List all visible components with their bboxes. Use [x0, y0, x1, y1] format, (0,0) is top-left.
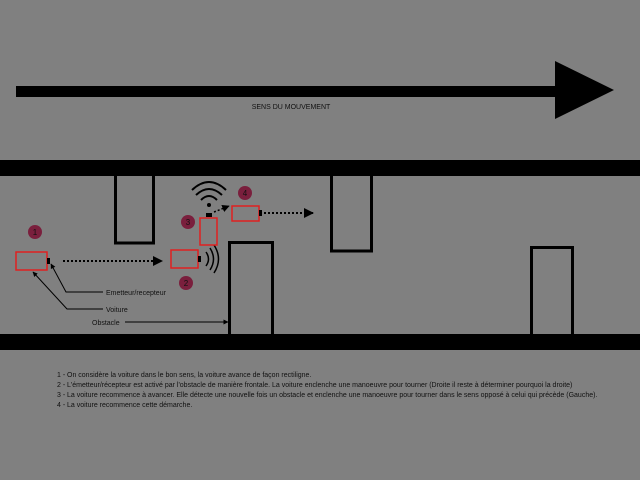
sensor	[206, 213, 212, 217]
obstacle-bottom-1	[230, 243, 273, 336]
car-body	[16, 252, 47, 270]
signal-wave-icon	[210, 248, 214, 270]
car-step-3	[200, 213, 217, 245]
signal-wave-icon	[206, 252, 209, 266]
car-step-1	[16, 252, 50, 270]
car-step-4	[232, 206, 262, 221]
step-marker-3	[181, 215, 195, 229]
car-body	[171, 250, 198, 268]
obstacle-top-1	[116, 174, 154, 243]
note-item: 2 - L'émetteur/récepteur est activé par l'obstacle de manière frontale. La voiture enclenche une manoeuvre pour tourner (Droite il reste à déterminer pourquoi la droite)	[57, 382, 573, 389]
sensor	[47, 258, 50, 264]
signal-wave-icon	[214, 245, 219, 273]
svg-text:1: 1	[32, 228, 38, 237]
svg-text:4: 4	[242, 189, 248, 198]
direction-arrow-shaft	[16, 86, 561, 97]
direction-label: SENS DU MOUVEMENT	[251, 104, 331, 111]
top-wall	[0, 160, 640, 176]
obstacle-top-2	[332, 174, 372, 251]
direction-arrow-head	[555, 61, 614, 119]
step-marker-4	[238, 186, 252, 200]
svg-text:3: 3	[185, 218, 191, 227]
notes-list	[57, 371, 637, 411]
note-item: 3 - La voiture recommence à avancer. Elle détecte une nouvelle fois un obstacle et enclenche une manoeuvre pour tourner dans le sens opposé à celui qui précède (Gauche).	[57, 392, 598, 399]
car-callout-line	[33, 272, 103, 309]
car-label: Voiture	[106, 307, 128, 314]
step-marker-2	[179, 276, 193, 290]
car-body	[232, 206, 259, 221]
emitter-callout-line	[51, 264, 103, 292]
sensor	[259, 210, 262, 216]
note-item: 1 - On considère la voiture dans le bon sens, la voiture avance de façon rectiligne.	[57, 372, 312, 379]
car-body	[200, 218, 217, 245]
step-marker-1	[28, 225, 42, 239]
obstacle-label: Obstacle	[92, 320, 120, 327]
wifi-signal-icon	[192, 182, 226, 207]
sensor	[198, 256, 201, 262]
note-item: 4 - La voiture recommence cette démarche.	[57, 402, 193, 409]
emitter-label: Emetteur/recepteur	[106, 290, 166, 297]
svg-text:2: 2	[183, 279, 189, 288]
car-step-2	[171, 250, 201, 268]
path-arrow-2	[214, 206, 229, 212]
obstacle-bottom-2	[532, 248, 573, 336]
